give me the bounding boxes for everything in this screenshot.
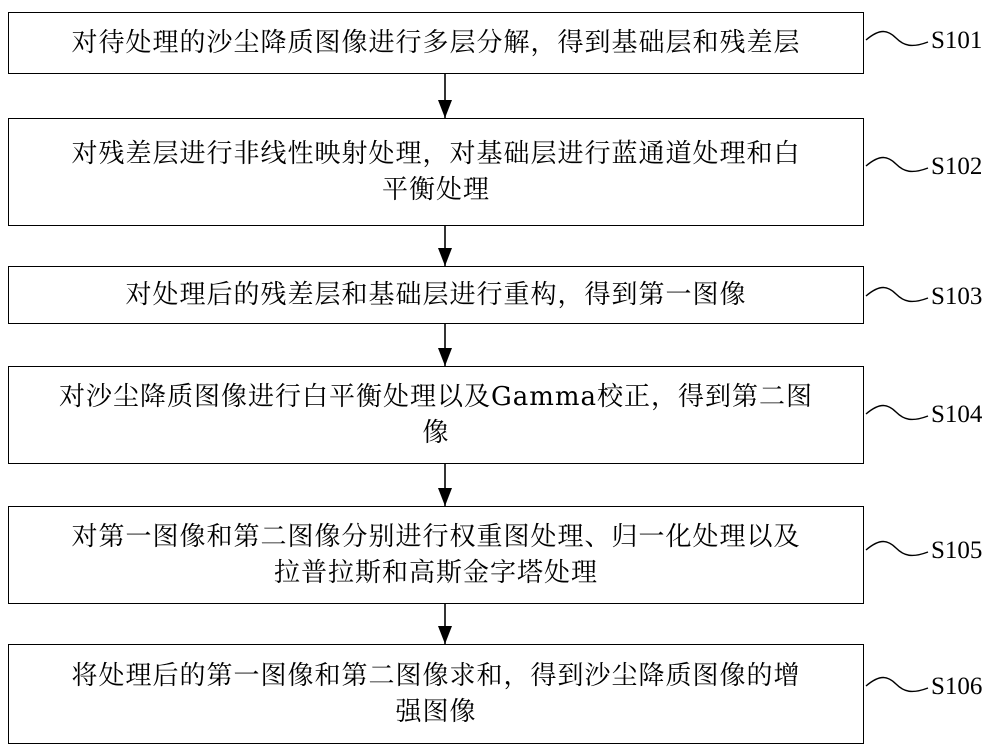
- step-label-s101: S101: [931, 27, 983, 54]
- leader-s102: [866, 158, 928, 172]
- step-text-s102: 对残差层进行非线性映射处理，对基础层进行蓝通道处理和白 平衡处理: [71, 139, 801, 205]
- arrowhead-s103-s104: [438, 348, 452, 366]
- step-box-s103: [8, 266, 864, 324]
- step-box-s104: [8, 366, 864, 464]
- arrowhead-s104-s105: [438, 488, 452, 506]
- arrowhead-s105-s106: [438, 626, 452, 644]
- leader-s105: [866, 542, 928, 556]
- leader-s103: [866, 288, 928, 302]
- step-text-s104: 对沙尘降质图像进行白平衡处理以及Gamma校正，得到第二图 像: [58, 382, 814, 448]
- step-box-s102: [8, 118, 864, 226]
- step-text-s105: 对第一图像和第二图像分别进行权重图处理、归一化处理以及 拉普拉斯和高斯金字塔处理: [71, 522, 801, 588]
- leader-s101: [866, 32, 928, 46]
- step-text-s103: 对处理后的残差层和基础层进行重构，得到第一图像: [125, 280, 747, 310]
- leader-s106: [866, 678, 928, 692]
- step-box-s105: [8, 506, 864, 604]
- step-label-s103: S103: [931, 283, 983, 310]
- step-text-s106: 将处理后的第一图像和第二图像求和，得到沙尘降质图像的增 强图像: [71, 661, 801, 727]
- arrowhead-s101-s102: [438, 100, 452, 118]
- step-box-s106: [8, 644, 864, 744]
- step-label-s105: S105: [931, 537, 983, 564]
- arrowhead-s102-s103: [438, 248, 452, 266]
- step-label-s104: S104: [931, 401, 983, 428]
- step-text-s101: 对待处理的沙尘降质图像进行多层分解，得到基础层和残差层: [71, 28, 801, 58]
- step-label-s106: S106: [931, 673, 983, 700]
- step-label-s102: S102: [931, 153, 983, 180]
- leader-s104: [866, 406, 928, 420]
- step-box-s101: [8, 12, 864, 74]
